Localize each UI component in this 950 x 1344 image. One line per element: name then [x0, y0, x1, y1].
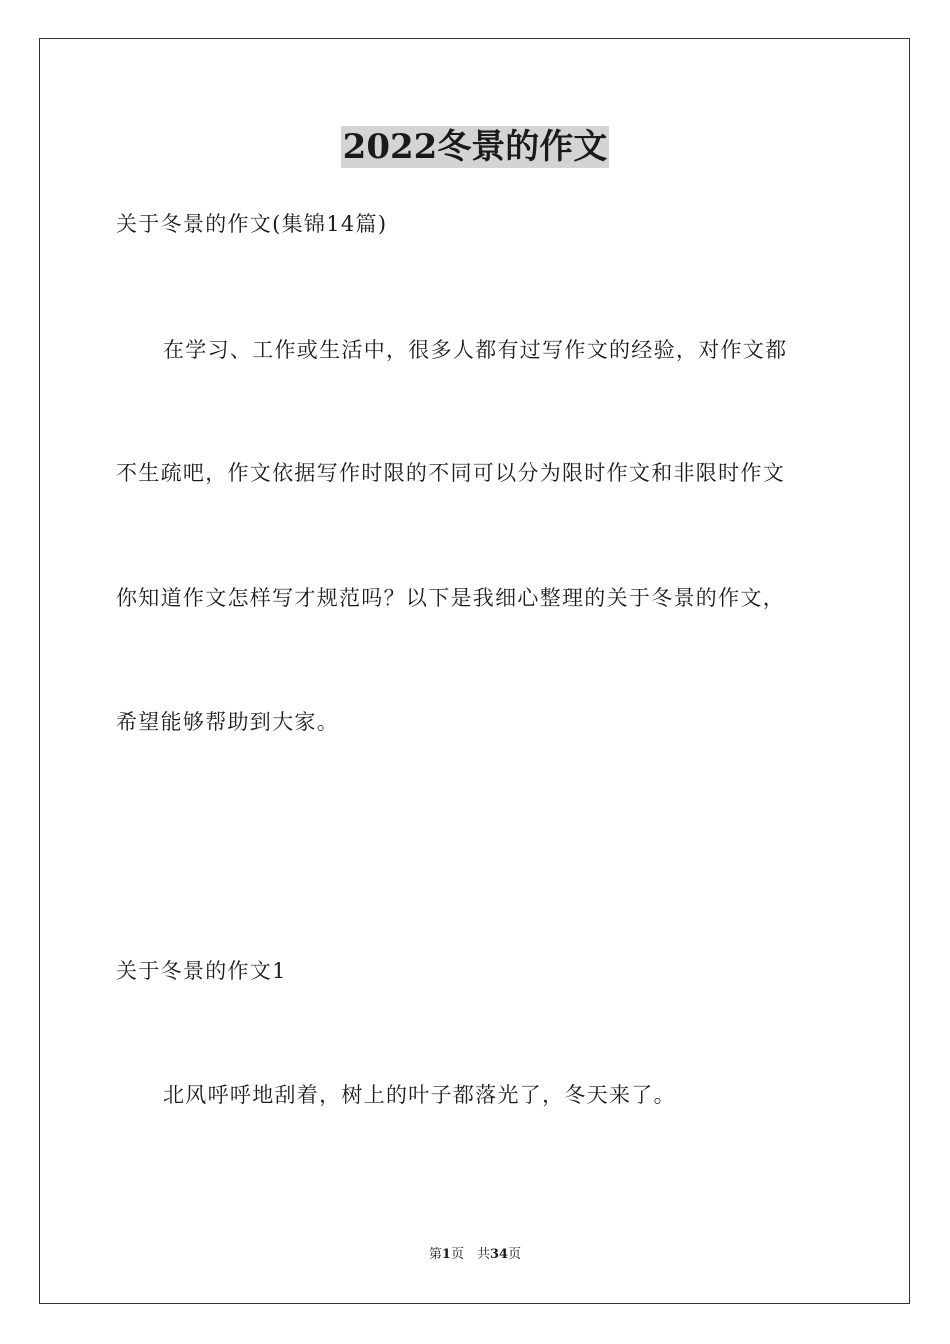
page-footer: [0, 1246, 950, 1264]
intro-line-2: 不生疏吧，作文依据写作时限的不同可以分为限时作文和非限时作文: [116, 461, 785, 485]
footer-page-prefix: 第: [428, 1247, 442, 1262]
document-subtitle: 关于冬景的作文(集锦14篇): [116, 212, 388, 236]
section-line-1: 北风呼呼地刮着，树上的叶子都落光了，冬天来了。: [163, 1083, 676, 1107]
footer-page-mid: 页 共: [450, 1247, 490, 1262]
footer-page-suffix: 页: [508, 1247, 522, 1262]
title-container: [0, 126, 950, 168]
document-title: 2022冬景的作文: [342, 127, 608, 167]
footer-page-current: 1: [441, 1247, 451, 1262]
intro-line-1: 在学习、工作或生活中，很多人都有过写作文的经验，对作文都: [163, 338, 788, 362]
footer-page-total: 34: [489, 1247, 509, 1262]
section-heading: 关于冬景的作文1: [116, 959, 287, 983]
intro-line-4: 希望能够帮助到大家。: [116, 710, 339, 734]
intro-line-3: 你知道作文怎样写才规范吗？以下是我细心整理的关于冬景的作文，: [116, 586, 785, 610]
